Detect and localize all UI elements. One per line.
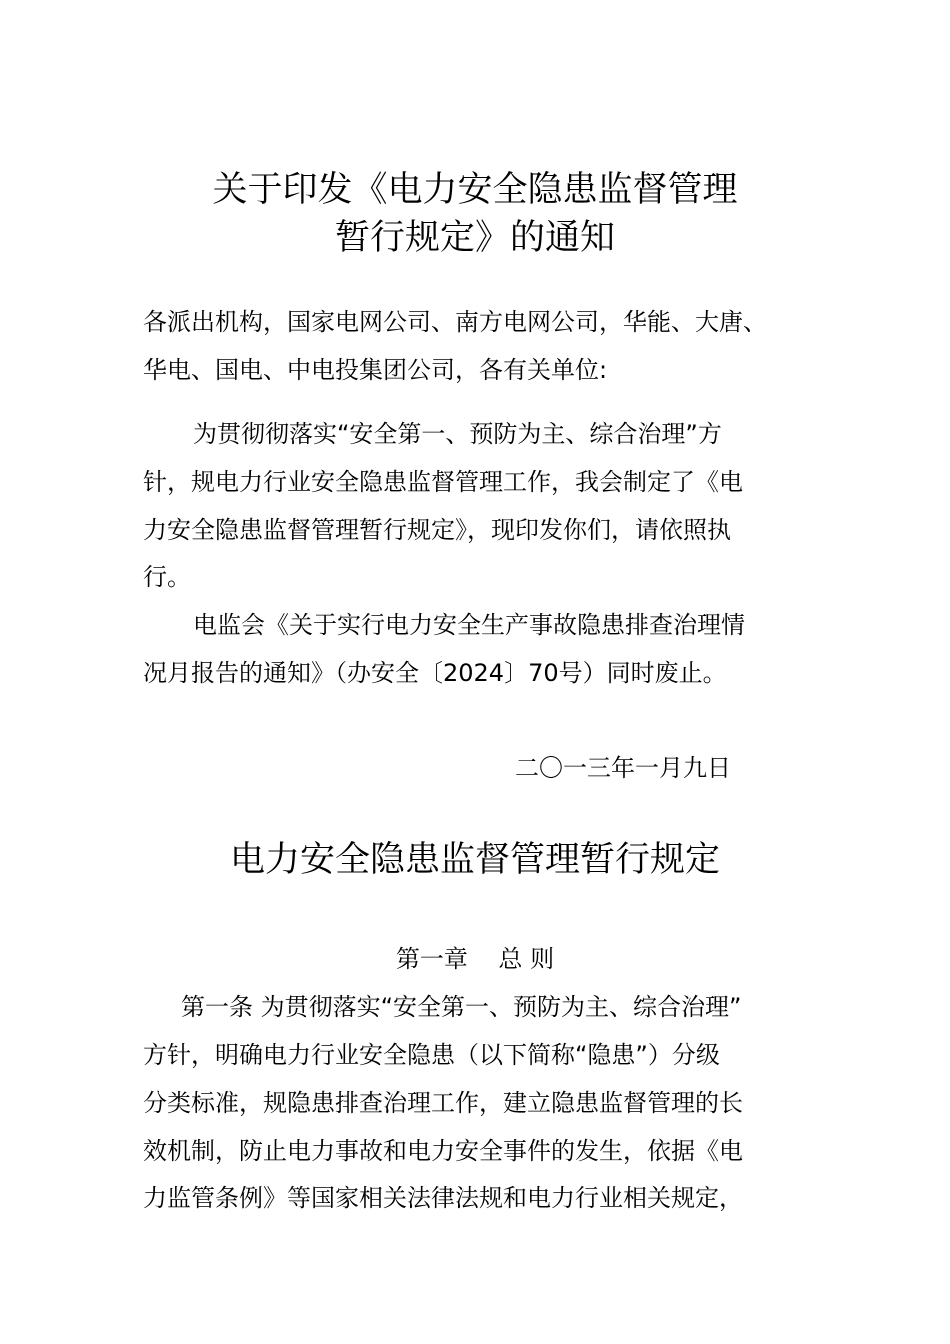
notice-date: 二〇一三年一月九日 xyxy=(515,754,731,782)
notice-paragraph1-line4: 行。 xyxy=(143,563,191,591)
notice-paragraph2-line2: 况月报告的通知》（办安全〔2024〕70号）同时废止。 xyxy=(143,659,727,687)
article1-line1: 第一条 为贯彻落实“安全第一、预防为主、综合治理” xyxy=(181,993,742,1021)
salutation-line1: 各派出机构，国家电网公司、南方电网公司，华能、大唐、 xyxy=(143,308,767,336)
chapter-heading: 第一章 总 则 xyxy=(395,945,555,973)
salutation-line2: 华电、国电、中电投集团公司，各有关单位: xyxy=(143,356,608,384)
notice-paragraph1-line1: 为贯彻彻落实“安全第一、预防为主、综合治理”方 xyxy=(193,420,722,448)
article1-line2: 方针，明确电力行业安全隐患（以下简称“隐患”）分级 xyxy=(143,1041,720,1069)
notice-paragraph1-line2: 针，规电力行业安全隐患监督管理工作，我会制定了《电 xyxy=(143,468,743,496)
notice-paragraph1-line3: 力安全隐患监督管理暂行规定》，现印发你们，请依照执 xyxy=(143,516,731,544)
notice-title-line1: 关于印发《电力安全隐患监督管理 xyxy=(212,170,738,210)
article1-line4: 效机制，防止电力事故和电力安全事件的发生，依据《电 xyxy=(143,1137,743,1165)
notice-paragraph2-line1: 电监会《关于实行电力安全生产事故隐患排查治理情 xyxy=(193,611,745,639)
article1-line3: 分类标准，规隐患排查治理工作，建立隐患监督管理的长 xyxy=(143,1089,743,1117)
regulation-title: 电力安全隐患监督管理暂行规定 xyxy=(229,840,720,880)
article1-line5: 力监管条例》等国家相关法律法规和电力行业相关规定， xyxy=(143,1184,743,1212)
notice-title-line2: 暂行规定》的通知 xyxy=(334,218,615,258)
